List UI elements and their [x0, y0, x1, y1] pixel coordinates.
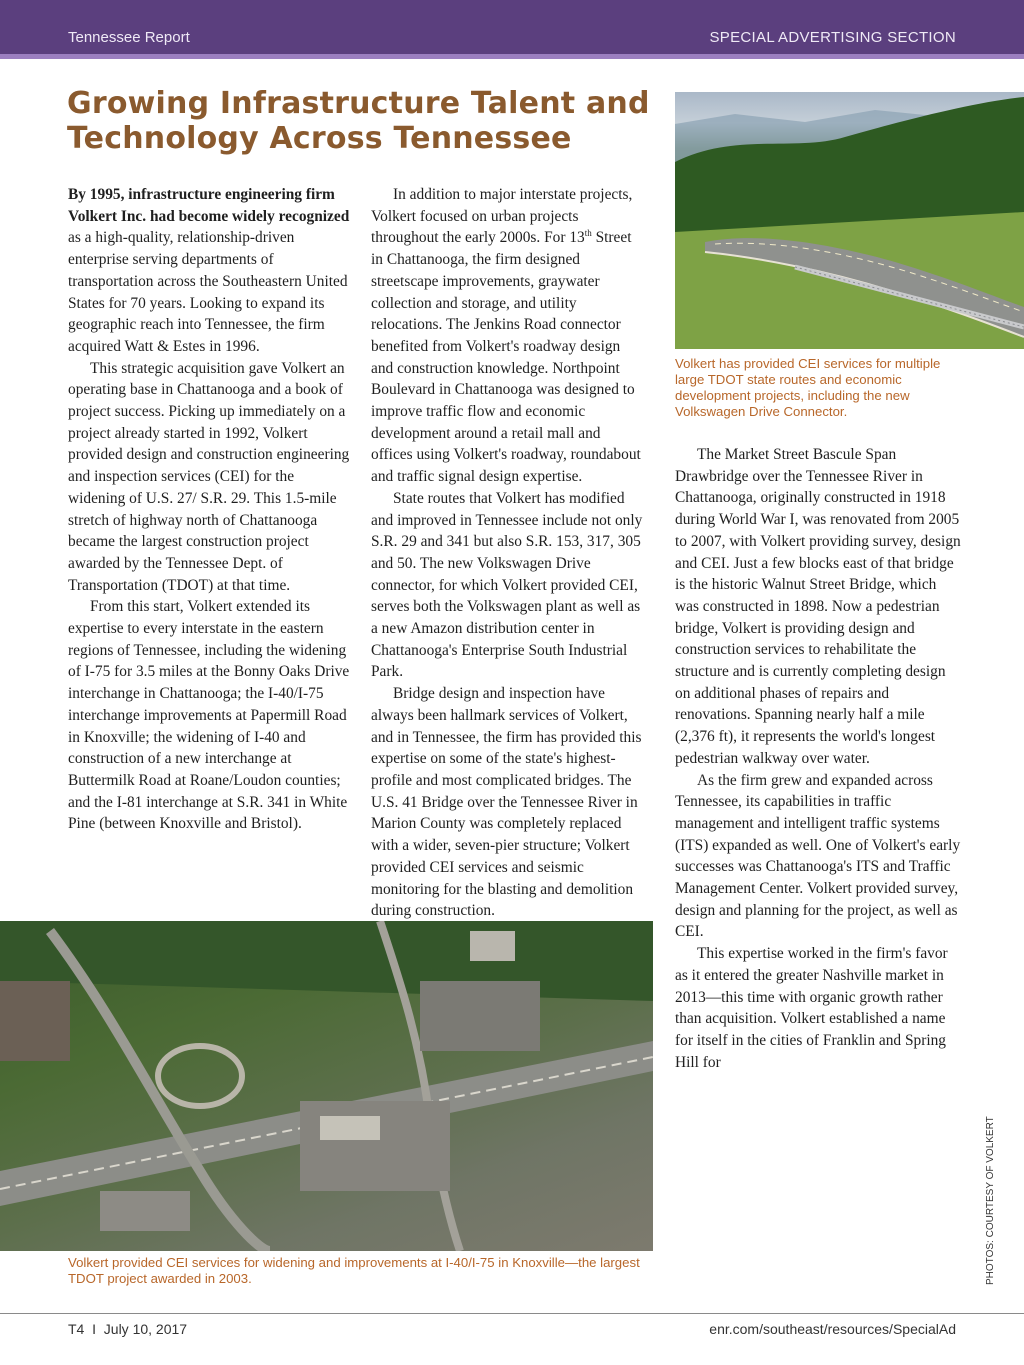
interchange-aerial-art — [0, 921, 653, 1251]
article-headline: Growing Infrastructure Talent and Technology Across Tennessee — [67, 86, 650, 156]
paragraph-3: From this start, Volkert extended its expertise to every interstate in the eastern regions of Tennessee, including the widening of I-75 for 3.5 miles at the Bonny Oaks Drive interchange in Chattanooga; the I-40/I-75 interchange improvements at Papermill Road in Knoxville; the widening of I-40 and construction of a new interchange at Buttermilk Road at Roane/Loudon counties; and the I-81 interchange at S.R. 341 in White Pine (between Knoxville and Bristol). — [68, 598, 350, 833]
paragraph-8: As the firm grew and expanded across Tennessee, its capabilities in traffic management and intelligent traffic systems (ITS) expanded as well. One of Volkert's early successes was Chattanooga's ITS and Traffic Management Center. Volkert provided survey, design and planning for the project, as well as CEI. — [675, 771, 961, 941]
advertising-label: SPECIAL ADVERTISING SECTION — [709, 29, 956, 46]
footer-divider — [0, 1313, 1024, 1314]
highway-photo-caption: Volkert has provided CEI services for multiple large TDOT state routes and economic development projects, including the new Volkswagen Drive Connector. — [675, 356, 941, 419]
photo-credit: PHOTOS: COURTESY OF VOLKERT — [985, 1116, 996, 1285]
aerial-photo-caption: Volkert provided CEI services for widening and improvements at I-40/I-75 in Knoxville—the largest TDOT project awarded in 2003. — [68, 1255, 640, 1286]
footer-url: enr.com/southeast/resources/SpecialAd — [709, 1321, 956, 1337]
paragraph-4-a: In addition to major interstate projects, Volkert focused on urban projects throughout the early 2000s. For 13 — [371, 186, 633, 247]
paragraph-4-b: Street in Chattanooga, the firm designed streetscape improvements, graywater collection and storage, and utility relocations. The Jenkins Road connector benefited from Volkert's roadway design and construction knowledge. Northpoint Boulevard in Chattanooga was designed to improve traffic flow and economic development around a retail mall and offices using Volkert's roadway, roundabout and traffic signal design expertise. — [371, 229, 641, 486]
header-bar — [0, 0, 1024, 59]
highway-photo — [675, 92, 1024, 349]
paragraph-4 — [371, 184, 645, 488]
paragraph-7: The Market Street Bascule Span Drawbridge over the Tennessee River in Chattanooga, originally constructed in 1918 during World War I, was renovated from 2005 to 2007, with Volkert providing survey, design and CEI. Just a few blocks east of that bridge is the historic Walnut Street Bridge, which was constructed in 1898. Now a pedestrian bridge, Volkert is providing design and construction services to rehabilitate the structure and is currently completing design on additional phases of repairs and renovations. Spanning nearly half a mile (2,376 ft), it represents the world's longest pedestrian walkway over water. — [675, 446, 961, 767]
paragraph-9: This expertise worked in the firm's favor as it entered the greater Nashville market in 2013—this time with organic growth rather than acquisition. Volkert established a name for itself in the cities of Franklin and Spring Hill for — [675, 945, 948, 1071]
lead-bold: By 1995, infrastructure engineering firm Volkert Inc. had become widely recognized — [68, 186, 350, 225]
paragraph-2: This strategic acquisition gave Volkert an operating base in Chattanooga and a book of project success. Picking up immediately on a project already started in 1992, Volkert provided design and construction engineering and inspection services (CEI) for the widening of U.S. 27/ S.R. 29. This 1.5-mile stretch of highway north of Chattanooga became the largest construction project awarded by the Tennessee Dept. of Transportation (TDOT) at that time. — [68, 359, 350, 594]
paragraph-6: Bridge design and inspection have always been hallmark services of Volkert, and in Tennessee, the firm has provided this expertise on some of the state's highest-profile and most complicated bridges. The U.S. 41 Bridge over the Tennessee River in Marion County was completely replaced with a wider, seven-pier structure; Volkert provided CEI services and seismic monitoring for the blasting and demolition during construction. — [371, 685, 642, 920]
footer-page-date: T4 I July 10, 2017 — [68, 1321, 188, 1337]
lead-paragraph — [68, 184, 352, 358]
lead-rest: as a high-quality, relationship-driven enterprise serving departments of transportation across the Southeastern United States for 70 years. Looking to expand its geographic reach into Tennessee, the firm acquired Watt & Estes in 1996. — [68, 229, 348, 355]
highway-photo-art — [675, 92, 1024, 349]
article-column-2 — [371, 184, 645, 922]
article-column-3 — [675, 444, 961, 1073]
interchange-aerial-photo — [0, 921, 653, 1251]
article-column-1 — [68, 184, 352, 835]
section-name: Tennessee Report — [68, 29, 190, 46]
paragraph-5: State routes that Volkert has modified and improved in Tennessee include not only S.R. 29 and 341 but also S.R. 153, 317, 305 and 50. The new Volkswagen Drive connector, for which Volkert provided CEI, serves both the Volkswagen plant as well as a new Amazon distribution center in Chattanooga's Enterprise South Industrial Park. — [371, 489, 643, 681]
paragraph-4-sup: th — [584, 228, 592, 239]
